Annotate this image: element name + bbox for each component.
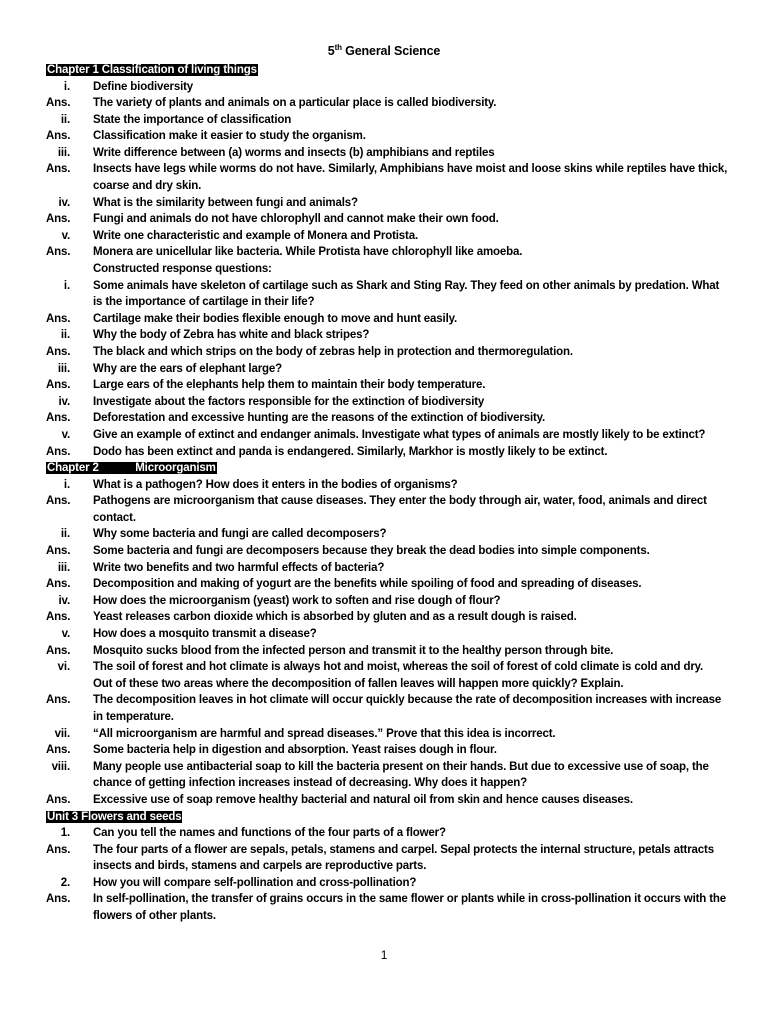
question-text: Some animals have skeleton of cartilage such as Shark and Sting Ray. They feed on other animals by predation. What is the importance of cartilage in their life? [93,279,720,309]
question-number: iv. [58,196,70,209]
question-text: The soil of forest and hot climate is always hot and moist, whereas the soil of forest of cold climate is cold and dry. Out of these two areas where the decomposition of fallen leaves will happen more quickly? Explain. [93,661,704,690]
question-item [0,79,768,96]
title-base: 5 [327,44,335,59]
question-item [0,278,768,311]
answer-label: Ans. [46,130,71,143]
question-text: Give an example of extinct and endanger animals. Investigate what types of animals are mostly likely to be extinct? [93,428,706,441]
question-number: viii. [51,760,70,773]
question-number: i. [63,80,70,93]
question-number: v. [61,229,70,242]
answer-label: Ans. [46,379,71,392]
question-number: iii. [57,362,70,375]
section-heading-label: Chapter 1 Classification of living things [47,64,257,76]
answer-item [0,842,768,875]
answer-label: Ans. [46,545,71,558]
answer-text: The decomposition leaves in hot climate will occur quickly because the rate of decomposition increases with increase in temperature. [93,694,722,723]
section-heading [0,62,768,79]
question-text: Why are the ears of elephant large? [93,362,283,375]
question-item [0,875,768,892]
section-heading [0,809,768,826]
question-text: How does the microorganism (yeast) work to soften and rise dough of flour? [93,594,501,607]
answer-item [0,792,768,809]
question-item [0,593,768,610]
answer-text: Mosquito sucks blood from the infected person and transmit it to the healthy person through bite. [93,644,614,657]
answer-item [0,444,768,461]
answer-label: Ans. [46,843,71,856]
answer-item [0,543,768,560]
section-heading-label: Unit 3 Flowers and seeds [47,810,182,823]
question-item [0,195,768,212]
question-item [0,626,768,643]
question-text: Can you tell the names and functions of the four parts of a flower? [93,827,446,840]
question-text: How does a mosquito transmit a disease? [93,628,317,640]
answer-item [0,311,768,328]
answer-label: Ans. [46,246,71,259]
question-text: “All microorganism are harmful and spread diseases.” Prove that this idea is incorrect. [93,727,556,740]
question-text: How you will compare self-pollination and cross-pollination? [93,876,417,889]
question-number: vii. [54,727,70,740]
answer-label: Ans. [46,445,71,458]
question-number: 1. [60,827,70,840]
answer-label: Ans. [46,611,71,624]
question-number: iii. [57,561,70,574]
answer-label: Ans. [46,694,71,707]
question-number: ii. [60,113,70,126]
question-item [0,726,768,743]
question-item [0,361,768,378]
question-item [0,327,768,344]
answer-item [0,161,768,194]
answer-item [0,742,768,759]
section-heading-label: Chapter 2 Microorganism [47,462,216,475]
answer-label: Ans. [46,578,71,591]
question-number: v. [61,628,70,640]
answer-label: Ans. [46,97,71,110]
answer-label: Ans. [46,893,71,906]
page-title [0,43,768,58]
question-item [0,145,768,162]
answer-text: Pathogens are microorganism that cause diseases. They enter the body through air, water, food, animals and direct contact. [93,495,707,524]
answer-text: Classification make it easier to study the organism. [93,130,366,143]
question-number: v. [61,428,70,441]
answer-text: Insects have legs while worms do not have. Similarly, Amphibians have moist and loose skins while reptiles have thick, coarse and dry skin. [93,163,728,193]
answer-item [0,410,768,427]
question-text: State the importance of classification [93,113,292,126]
question-item [0,228,768,245]
answer-text: Excessive use of soap remove healthy bacterial and natural oil from skin and hence causes diseases. [93,793,633,806]
question-text: Write two benefits and two harmful effects of bacteria? [93,561,385,574]
question-item [0,659,768,692]
answer-text: The four parts of a flower are sepals, petals, stamens and carpel. Sepal protects the internal structure, petals attracts insects and birds, stamens and carpels are reproductive parts. [93,843,714,873]
question-number: ii. [60,528,70,541]
question-item [0,261,768,278]
answer-text: Some bacteria and fungi are decomposers because they break the dead bodies into simple components. [93,545,650,558]
question-text: What is a pathogen? How does it enters in the bodies of organisms? [93,478,458,491]
answer-label: Ans. [46,495,71,508]
answer-item [0,244,768,261]
answer-text: Fungi and animals do not have chlorophyll and cannot make their own food. [93,213,499,226]
question-text: Why the body of Zebra has white and black stripes? [93,329,370,342]
answer-label: Ans. [46,412,71,425]
answer-item [0,643,768,660]
answer-item [0,95,768,112]
section-heading [0,460,768,477]
answer-text: Some bacteria help in digestion and absorption. Yeast raises dough in flour. [93,744,497,757]
answer-text: Cartilage make their bodies flexible enough to move and hunt easily. [93,312,458,325]
title-rest: General Science [341,44,441,59]
page-number: 1 [380,948,388,962]
answer-label: Ans. [46,346,71,358]
answer-text: Yeast releases carbon dioxide which is absorbed by gluten and as a result dough is raised. [93,611,577,624]
question-text: What is the similarity between fungi and animals? [93,196,358,209]
answer-item [0,891,768,924]
question-number: i. [63,279,70,292]
question-number: vi. [57,661,70,674]
answer-item [0,128,768,145]
question-number: ii. [60,329,70,342]
answer-label: Ans. [46,644,71,657]
answer-text: Decomposition and making of yogurt are the benefits while spoiling of food and spreading of diseases. [93,578,642,591]
answer-text: Deforestation and excessive hunting are the reasons of the extinction of biodiversity. [93,412,546,425]
question-text: Investigate about the factors responsible for the extinction of biodiversity [93,395,485,408]
question-text: Many people use antibacterial soap to kill the bacteria present on their hands. But due to excessive use of soap, the chance of getting infection increases instead of decreasing. Why does it happen? [93,760,709,790]
question-number: 2. [60,876,70,889]
question-number: i. [63,478,70,491]
answer-text: Monera are unicellular like bacteria. While Protista have chlorophyll like amoeba. [93,246,523,259]
answer-text: In self-pollination, the transfer of grains occurs in the same flower or plants while in cross-pollination it occurs with the flowers of other plants. [93,893,727,922]
question-text: Define biodiversity [93,80,194,93]
title-superscript: th [334,43,342,52]
question-text: Constructed response questions: [93,263,272,276]
question-text: Write difference between (a) worms and insects (b) amphibians and reptiles [93,146,495,159]
answer-text: The variety of plants and animals on a particular place is called biodiversity. [93,97,497,110]
question-item [0,526,768,543]
question-text: Why some bacteria and fungi are called decomposers? [93,528,387,541]
question-item [0,112,768,129]
answer-label: Ans. [46,793,71,806]
answer-text: Dodo has been extinct and panda is endangered. Similarly, Markhor is mostly likely to be extinct. [93,445,608,458]
question-number: iv. [58,594,70,607]
answer-item [0,211,768,228]
question-number: iii. [57,146,70,159]
answer-label: Ans. [46,744,71,757]
answer-text: Large ears of the elephants help them to maintain their body temperature. [93,379,486,392]
question-item [0,477,768,494]
question-item [0,759,768,792]
answer-item [0,609,768,626]
answer-item [0,576,768,593]
document-body [0,62,768,925]
answer-label: Ans. [46,163,71,176]
question-number: iv. [58,395,70,408]
answer-label: Ans. [46,312,71,325]
question-item [0,394,768,411]
question-item [0,560,768,577]
answer-label: Ans. [46,213,71,226]
question-text: Write one characteristic and example of Monera and Protista. [93,229,419,242]
question-item [0,427,768,444]
answer-item [0,692,768,725]
question-item [0,825,768,842]
answer-item [0,344,768,361]
answer-item [0,493,768,526]
answer-item [0,377,768,394]
answer-text: The black and which strips on the body of zebras help in protection and thermoregulation. [93,346,573,358]
